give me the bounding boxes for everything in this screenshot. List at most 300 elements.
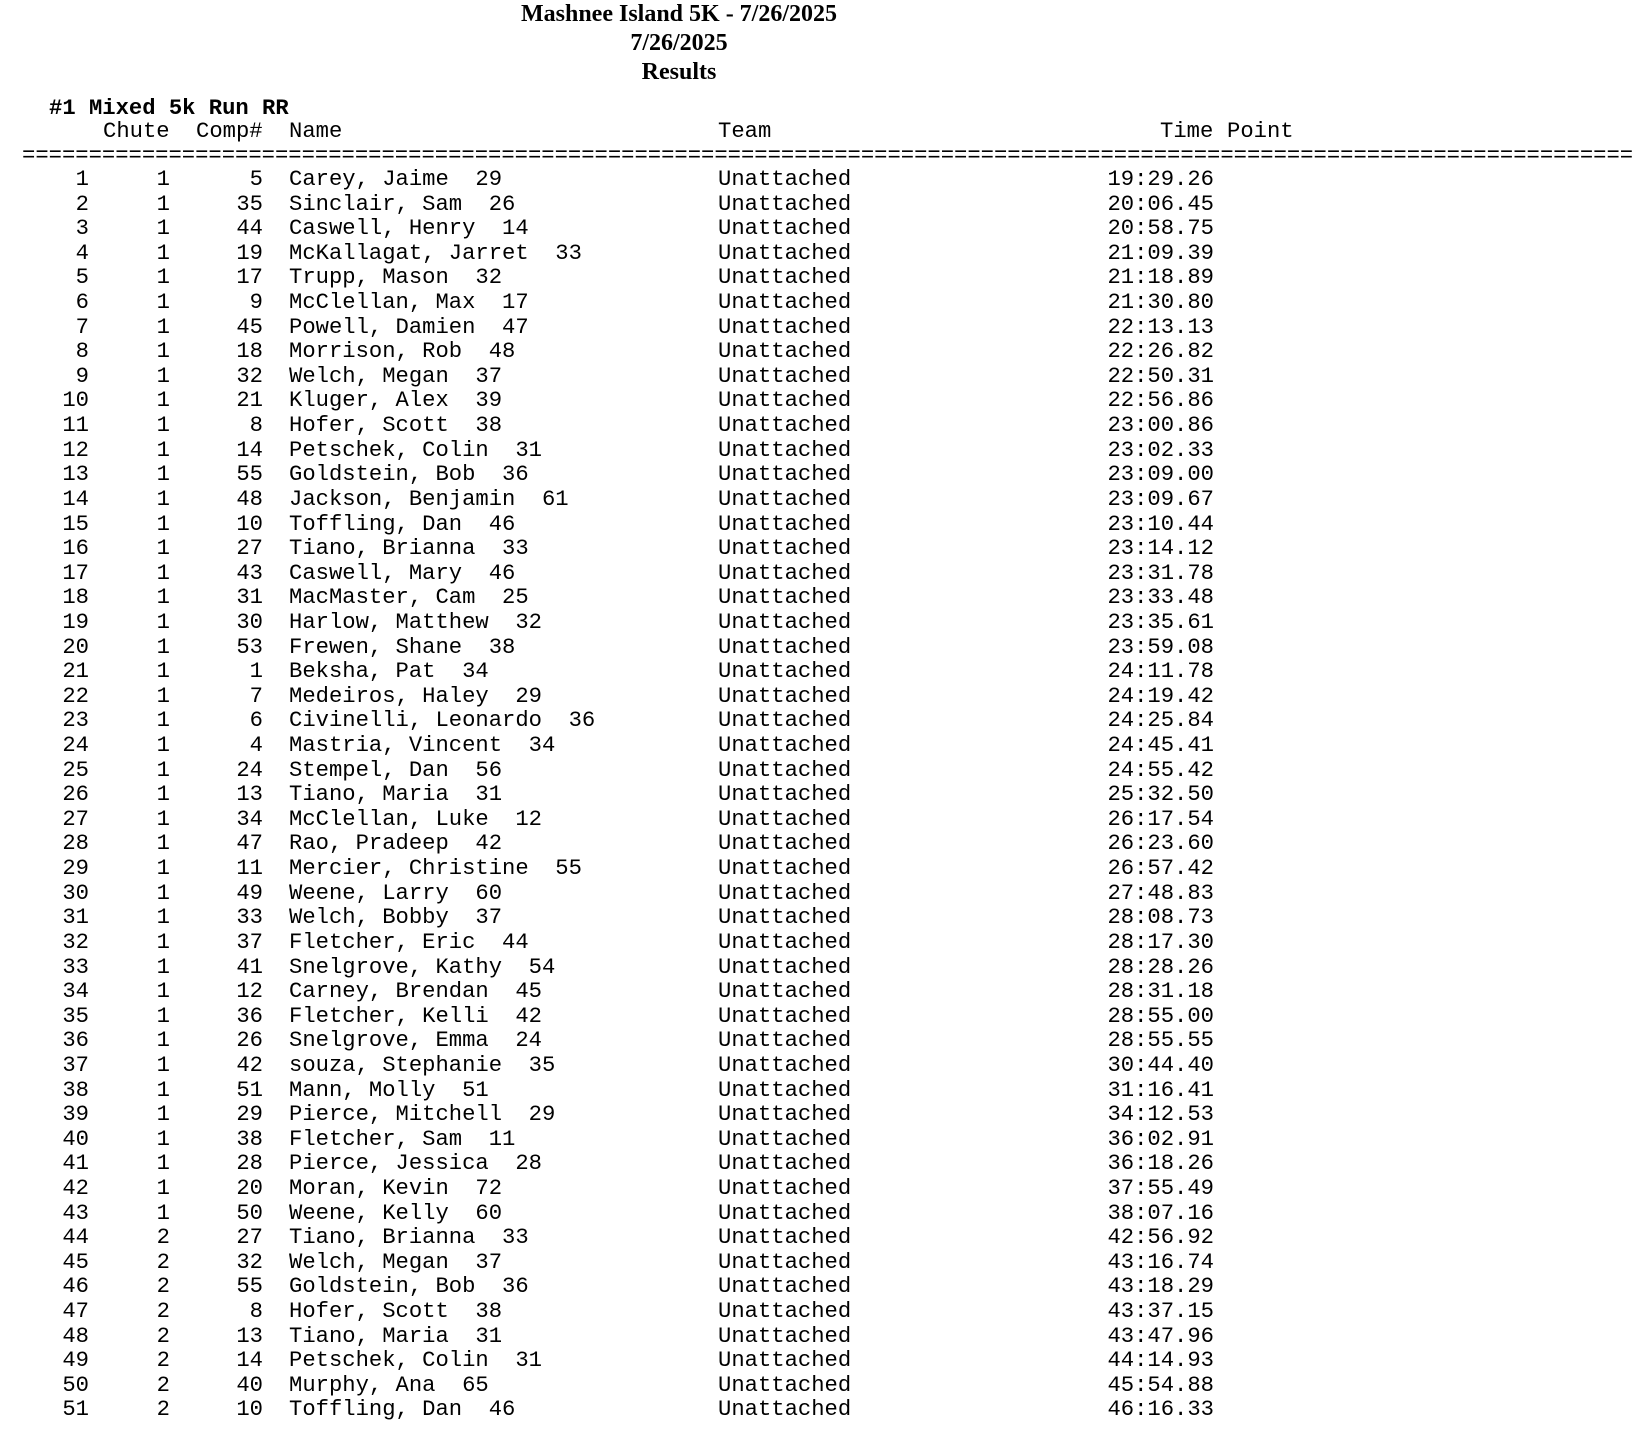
separator-line: ========================================================================================================================= [22, 143, 1633, 168]
comp-number-cell: 7 [249, 683, 263, 709]
place-cell: 14 [62, 486, 89, 512]
place-cell: 5 [75, 265, 89, 291]
time-cell: 24:55.42 [1107, 757, 1214, 783]
chute-cell: 1 [156, 560, 170, 586]
time-cell: 22:56.86 [1107, 388, 1214, 414]
time-cell: 28:08.73 [1107, 905, 1214, 931]
team-cell: Unattached [718, 782, 852, 808]
result-row [0, 956, 1342, 981]
name-cell: Pierce, Jessica 28 [289, 1151, 542, 1177]
result-row [0, 660, 1342, 685]
chute-cell: 1 [156, 609, 170, 635]
name-cell: Moran, Kevin 72 [289, 1175, 503, 1201]
team-cell: Unattached [718, 1397, 852, 1423]
chute-cell: 1 [156, 1102, 170, 1128]
team-cell: Unattached [718, 1372, 852, 1398]
name-cell: Carney, Brendan 45 [289, 979, 542, 1005]
column-header-time: Time [1160, 119, 1214, 144]
team-cell: Unattached [718, 191, 852, 217]
team-cell: Unattached [718, 240, 852, 266]
chute-cell: 2 [156, 1249, 170, 1275]
result-row [0, 832, 1342, 857]
result-row [0, 636, 1342, 661]
comp-number-cell: 11 [236, 856, 263, 882]
place-cell: 17 [62, 560, 89, 586]
time-cell: 24:19.42 [1107, 683, 1214, 709]
chute-cell: 1 [156, 683, 170, 709]
comp-number-cell: 40 [236, 1372, 263, 1398]
result-row [0, 611, 1342, 636]
name-cell: Mercier, Christine 55 [289, 856, 582, 882]
team-cell: Unattached [718, 462, 852, 488]
result-row [0, 513, 1342, 538]
place-cell: 1 [75, 167, 89, 192]
result-row [0, 586, 1342, 611]
name-cell: Rao, Pradeep 42 [289, 831, 503, 857]
team-cell: Unattached [718, 880, 852, 906]
column-header-name: Name [289, 119, 343, 144]
comp-number-cell: 21 [236, 388, 263, 414]
chute-cell: 1 [156, 191, 170, 217]
comp-number-cell: 35 [236, 191, 263, 217]
comp-number-cell: 30 [236, 609, 263, 635]
name-cell: Hofer, Scott 38 [289, 1299, 503, 1325]
comp-number-cell: 4 [249, 733, 263, 759]
place-cell: 45 [62, 1249, 89, 1275]
team-cell: Unattached [718, 806, 852, 832]
comp-number-cell: 27 [236, 536, 263, 562]
chute-cell: 1 [156, 265, 170, 291]
name-cell: MacMaster, Cam 25 [289, 585, 529, 611]
name-cell: Toffling, Dan 46 [289, 1397, 516, 1423]
chute-cell: 1 [156, 536, 170, 562]
team-cell: Unattached [718, 585, 852, 611]
team-cell: Unattached [718, 1077, 852, 1103]
comp-number-cell: 47 [236, 831, 263, 857]
place-cell: 36 [62, 1028, 89, 1054]
chute-cell: 2 [156, 1323, 170, 1349]
team-cell: Unattached [718, 511, 852, 537]
comp-number-cell: 31 [236, 585, 263, 611]
comp-number-cell: 44 [236, 216, 263, 242]
chute-cell: 1 [156, 634, 170, 660]
name-cell: Medeiros, Haley 29 [289, 683, 542, 709]
column-header-comp: Comp# [196, 119, 263, 144]
team-cell: Unattached [718, 1249, 852, 1275]
comp-number-cell: 55 [236, 1274, 263, 1300]
place-cell: 6 [75, 290, 89, 316]
team-cell: Unattached [718, 757, 852, 783]
place-cell: 38 [62, 1077, 89, 1103]
comp-number-cell: 13 [236, 782, 263, 808]
comp-number-cell: 17 [236, 265, 263, 291]
chute-cell: 1 [156, 708, 170, 734]
name-cell: Weene, Kelly 60 [289, 1200, 503, 1226]
time-cell: 24:45.41 [1107, 733, 1214, 759]
place-cell: 46 [62, 1274, 89, 1300]
team-cell: Unattached [718, 929, 852, 955]
chute-cell: 1 [156, 929, 170, 955]
time-cell: 26:57.42 [1107, 856, 1214, 882]
place-cell: 4 [75, 240, 89, 266]
time-cell: 46:16.33 [1107, 1397, 1214, 1423]
result-row [0, 217, 1342, 242]
result-row [0, 537, 1342, 562]
result-row [0, 1029, 1342, 1054]
result-row [0, 1275, 1342, 1300]
place-cell: 26 [62, 782, 89, 808]
time-cell: 26:23.60 [1107, 831, 1214, 857]
time-cell: 43:16.74 [1107, 1249, 1214, 1275]
time-cell: 22:26.82 [1107, 339, 1214, 365]
chute-cell: 1 [156, 1077, 170, 1103]
time-cell: 28:31.18 [1107, 979, 1214, 1005]
team-cell: Unattached [718, 708, 852, 734]
place-cell: 49 [62, 1348, 89, 1374]
chute-cell: 1 [156, 437, 170, 463]
team-cell: Unattached [718, 609, 852, 635]
time-cell: 23:59.08 [1107, 634, 1214, 660]
chute-cell: 1 [156, 511, 170, 537]
race-date: 7/26/2025 [630, 30, 728, 56]
result-row [0, 980, 1342, 1005]
time-cell: 23:33.48 [1107, 585, 1214, 611]
time-cell: 42:56.92 [1107, 1225, 1214, 1251]
name-cell: Tiano, Brianna 33 [289, 536, 529, 562]
name-cell: Mann, Molly 51 [289, 1077, 489, 1103]
result-row [0, 1202, 1342, 1227]
chute-cell: 1 [156, 757, 170, 783]
chute-cell: 2 [156, 1299, 170, 1325]
team-cell: Unattached [718, 339, 852, 365]
time-cell: 43:18.29 [1107, 1274, 1214, 1300]
chute-cell: 1 [156, 979, 170, 1005]
time-cell: 31:16.41 [1107, 1077, 1214, 1103]
comp-number-cell: 53 [236, 634, 263, 660]
name-cell: Snelgrove, Kathy 54 [289, 954, 556, 980]
team-cell: Unattached [718, 1028, 852, 1054]
chute-cell: 1 [156, 831, 170, 857]
result-row [0, 857, 1342, 882]
result-row [0, 931, 1342, 956]
chute-cell: 1 [156, 733, 170, 759]
results-table [0, 168, 1342, 1423]
place-cell: 2 [75, 191, 89, 217]
comp-number-cell: 24 [236, 757, 263, 783]
result-row [0, 1300, 1342, 1325]
result-row [0, 242, 1342, 267]
result-row [0, 1054, 1342, 1079]
time-cell: 28:17.30 [1107, 929, 1214, 955]
comp-number-cell: 49 [236, 880, 263, 906]
comp-number-cell: 41 [236, 954, 263, 980]
place-cell: 8 [75, 339, 89, 365]
comp-number-cell: 27 [236, 1225, 263, 1251]
place-cell: 42 [62, 1175, 89, 1201]
team-cell: Unattached [718, 979, 852, 1005]
time-cell: 23:10.44 [1107, 511, 1214, 537]
time-cell: 28:55.00 [1107, 1003, 1214, 1029]
column-header-team: Team [718, 119, 772, 144]
comp-number-cell: 13 [236, 1323, 263, 1349]
time-cell: 20:06.45 [1107, 191, 1214, 217]
time-cell: 19:29.26 [1107, 167, 1214, 192]
time-cell: 30:44.40 [1107, 1052, 1214, 1078]
comp-number-cell: 42 [236, 1052, 263, 1078]
result-row [0, 1079, 1342, 1104]
place-cell: 7 [75, 314, 89, 340]
place-cell: 18 [62, 585, 89, 611]
result-row [0, 414, 1342, 439]
place-cell: 41 [62, 1151, 89, 1177]
chute-cell: 1 [156, 1126, 170, 1152]
team-cell: Unattached [718, 1323, 852, 1349]
time-cell: 23:35.61 [1107, 609, 1214, 635]
name-cell: Tiano, Brianna 33 [289, 1225, 529, 1251]
team-cell: Unattached [718, 905, 852, 931]
result-row [0, 1251, 1342, 1276]
comp-number-cell: 29 [236, 1102, 263, 1128]
chute-cell: 1 [156, 856, 170, 882]
comp-number-cell: 6 [249, 708, 263, 734]
time-cell: 45:54.88 [1107, 1372, 1214, 1398]
team-cell: Unattached [718, 856, 852, 882]
team-cell: Unattached [718, 1151, 852, 1177]
name-cell: Weene, Larry 60 [289, 880, 503, 906]
time-cell: 22:50.31 [1107, 363, 1214, 389]
chute-cell: 1 [156, 905, 170, 931]
chute-cell: 1 [156, 240, 170, 266]
chute-cell: 1 [156, 659, 170, 685]
comp-number-cell: 26 [236, 1028, 263, 1054]
time-cell: 23:02.33 [1107, 437, 1214, 463]
place-cell: 10 [62, 388, 89, 414]
team-cell: Unattached [718, 1348, 852, 1374]
team-cell: Unattached [718, 683, 852, 709]
place-cell: 47 [62, 1299, 89, 1325]
team-cell: Unattached [718, 437, 852, 463]
comp-number-cell: 14 [236, 1348, 263, 1374]
team-cell: Unattached [718, 314, 852, 340]
result-row [0, 709, 1342, 734]
place-cell: 44 [62, 1225, 89, 1251]
chute-cell: 1 [156, 339, 170, 365]
name-cell: Snelgrove, Emma 24 [289, 1028, 542, 1054]
name-cell: Beksha, Pat 34 [289, 659, 489, 685]
comp-number-cell: 32 [236, 363, 263, 389]
time-cell: 44:14.93 [1107, 1348, 1214, 1374]
comp-number-cell: 33 [236, 905, 263, 931]
result-row [0, 389, 1342, 414]
place-cell: 27 [62, 806, 89, 832]
name-cell: Jackson, Benjamin 61 [289, 486, 569, 512]
name-cell: Tiano, Maria 31 [289, 782, 503, 808]
team-cell: Unattached [718, 733, 852, 759]
name-cell: Murphy, Ana 65 [289, 1372, 489, 1398]
result-row [0, 1226, 1342, 1251]
comp-number-cell: 14 [236, 437, 263, 463]
team-cell: Unattached [718, 1126, 852, 1152]
name-cell: Welch, Bobby 37 [289, 905, 503, 931]
name-cell: Frewen, Shane 38 [289, 634, 516, 660]
place-cell: 30 [62, 880, 89, 906]
result-row [0, 463, 1342, 488]
result-row [0, 1325, 1342, 1350]
time-cell: 22:13.13 [1107, 314, 1214, 340]
chute-cell: 2 [156, 1397, 170, 1423]
chute-cell: 2 [156, 1274, 170, 1300]
place-cell: 16 [62, 536, 89, 562]
comp-number-cell: 32 [236, 1249, 263, 1275]
time-cell: 23:00.86 [1107, 413, 1214, 439]
results-heading: Results [641, 59, 717, 85]
chute-cell: 1 [156, 1052, 170, 1078]
time-cell: 28:55.55 [1107, 1028, 1214, 1054]
result-row [0, 1128, 1342, 1153]
result-row [0, 562, 1342, 587]
result-row [0, 1152, 1342, 1177]
chute-cell: 2 [156, 1348, 170, 1374]
team-cell: Unattached [718, 1225, 852, 1251]
place-cell: 28 [62, 831, 89, 857]
team-cell: Unattached [718, 388, 852, 414]
name-cell: Powell, Damien 47 [289, 314, 529, 340]
team-cell: Unattached [718, 634, 852, 660]
name-cell: Kluger, Alex 39 [289, 388, 503, 414]
name-cell: McClellan, Luke 12 [289, 806, 542, 832]
result-row [0, 882, 1342, 907]
comp-number-cell: 8 [249, 1299, 263, 1325]
name-cell: Welch, Megan 37 [289, 363, 503, 389]
chute-cell: 1 [156, 585, 170, 611]
comp-number-cell: 10 [236, 1397, 263, 1423]
team-cell: Unattached [718, 290, 852, 316]
name-cell: Caswell, Henry 14 [289, 216, 529, 242]
name-cell: Mastria, Vincent 34 [289, 733, 556, 759]
name-cell: Trupp, Mason 32 [289, 265, 503, 291]
name-cell: Stempel, Dan 56 [289, 757, 503, 783]
name-cell: Welch, Megan 37 [289, 1249, 503, 1275]
place-cell: 21 [62, 659, 89, 685]
name-cell: Sinclair, Sam 26 [289, 191, 516, 217]
place-cell: 33 [62, 954, 89, 980]
page-title: Mashnee Island 5K - 7/26/2025 [520, 1, 838, 27]
result-row [0, 808, 1342, 833]
comp-number-cell: 38 [236, 1126, 263, 1152]
result-row [0, 168, 1342, 193]
chute-cell: 1 [156, 216, 170, 242]
name-cell: Tiano, Maria 31 [289, 1323, 503, 1349]
name-cell: McKallagat, Jarret 33 [289, 240, 582, 266]
name-cell: Harlow, Matthew 32 [289, 609, 542, 635]
team-cell: Unattached [718, 363, 852, 389]
name-cell: Caswell, Mary 46 [289, 560, 516, 586]
chute-cell: 1 [156, 167, 170, 192]
time-cell: 36:18.26 [1107, 1151, 1214, 1177]
event-title: #1 Mixed 5k Run RR [49, 96, 289, 121]
chute-cell: 1 [156, 413, 170, 439]
column-header-points: Point [1227, 119, 1294, 144]
result-row [0, 734, 1342, 759]
name-cell: Civinelli, Leonardo 36 [289, 708, 596, 734]
result-row [0, 1177, 1342, 1202]
place-cell: 11 [62, 413, 89, 439]
team-cell: Unattached [718, 486, 852, 512]
comp-number-cell: 18 [236, 339, 263, 365]
chute-cell: 1 [156, 486, 170, 512]
name-cell: Morrison, Rob 48 [289, 339, 516, 365]
place-cell: 34 [62, 979, 89, 1005]
name-cell: Fletcher, Eric 44 [289, 929, 529, 955]
chute-cell: 1 [156, 1028, 170, 1054]
time-cell: 34:12.53 [1107, 1102, 1214, 1128]
place-cell: 9 [75, 363, 89, 389]
place-cell: 32 [62, 929, 89, 955]
name-cell: Goldstein, Bob 36 [289, 1274, 529, 1300]
place-cell: 31 [62, 905, 89, 931]
team-cell: Unattached [718, 1102, 852, 1128]
chute-cell: 1 [156, 806, 170, 832]
chute-cell: 2 [156, 1225, 170, 1251]
team-cell: Unattached [718, 831, 852, 857]
result-row [0, 316, 1342, 341]
time-cell: 20:58.75 [1107, 216, 1214, 242]
result-row [0, 1398, 1342, 1423]
team-cell: Unattached [718, 659, 852, 685]
chute-cell: 1 [156, 1175, 170, 1201]
comp-number-cell: 45 [236, 314, 263, 340]
team-cell: Unattached [718, 954, 852, 980]
team-cell: Unattached [718, 167, 852, 192]
name-cell: Petschek, Colin 31 [289, 437, 542, 463]
column-header-chute: Chute [103, 119, 170, 144]
result-row [0, 1103, 1342, 1128]
team-cell: Unattached [718, 1299, 852, 1325]
comp-number-cell: 28 [236, 1151, 263, 1177]
comp-number-cell: 43 [236, 560, 263, 586]
team-cell: Unattached [718, 413, 852, 439]
time-cell: 36:02.91 [1107, 1126, 1214, 1152]
comp-number-cell: 55 [236, 462, 263, 488]
time-cell: 23:14.12 [1107, 536, 1214, 562]
comp-number-cell: 12 [236, 979, 263, 1005]
time-cell: 25:32.50 [1107, 782, 1214, 808]
place-cell: 48 [62, 1323, 89, 1349]
time-cell: 26:17.54 [1107, 806, 1214, 832]
name-cell: Fletcher, Kelli 42 [289, 1003, 542, 1029]
team-cell: Unattached [718, 1052, 852, 1078]
place-cell: 39 [62, 1102, 89, 1128]
team-cell: Unattached [718, 560, 852, 586]
comp-number-cell: 34 [236, 806, 263, 832]
time-cell: 21:30.80 [1107, 290, 1214, 316]
time-cell: 23:09.00 [1107, 462, 1214, 488]
chute-cell: 1 [156, 1200, 170, 1226]
comp-number-cell: 10 [236, 511, 263, 537]
place-cell: 23 [62, 708, 89, 734]
comp-number-cell: 50 [236, 1200, 263, 1226]
chute-cell: 1 [156, 363, 170, 389]
time-cell: 28:28.26 [1107, 954, 1214, 980]
chute-cell: 1 [156, 388, 170, 414]
place-cell: 22 [62, 683, 89, 709]
place-cell: 25 [62, 757, 89, 783]
name-cell: Carey, Jaime 29 [289, 167, 503, 192]
chute-cell: 1 [156, 314, 170, 340]
comp-number-cell: 9 [249, 290, 263, 316]
comp-number-cell: 1 [249, 659, 263, 685]
team-cell: Unattached [718, 265, 852, 291]
